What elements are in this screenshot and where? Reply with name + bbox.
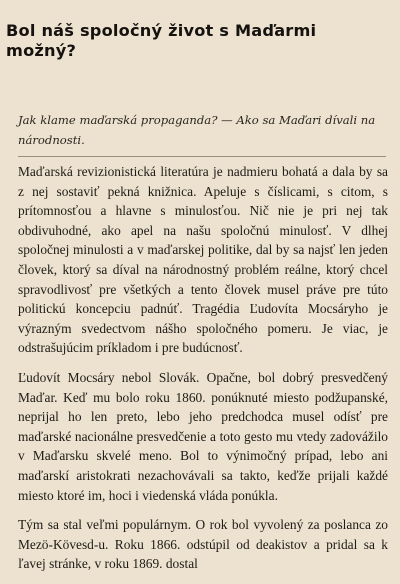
paragraph-3: Tým sa stal veľmi populárnym. O rok bol vyvolený za poslanca zo Mezö-Kövesd-u. Roku 1866. odstúpil od deakistov a pridal sa k ľavej stránke, v roku 1869. dostal	[18, 517, 388, 572]
paragraph-1: Maďarská revizionistická literatúra je nadmieru bohatá a dala by sa z nej sostaviť pekná knižnica. Apeluje s číslicami, s citom, s prítomnosťou a hlavne s minulosťou. Nič nie je pri nej tak obdivuhodné, ako apel na našu spoločnú minulosť. V dlhej spoločnej minulosti a v maďarskej politike, dal by sa najsť len jeden človek, ktorý sa díval na národnostný problém reálne, ktorý chcel spravodlivosť pre všetkých a tento človek musel práve pre túto politickú koncepciu padnúť. Tragédia Ľudovíta Mocsáryho je výrazným svedectvom nášho spoločného pomeru. Je viac, je odstrašujúcim príkladom i pre budúcnosť.	[18, 164, 388, 356]
article-title: Bol náš spoločný život s Maďarmi možný?	[6, 21, 317, 60]
paragraph-2: Ľudovít Mocsáry nebol Slovák. Opačne, bol dobrý presvedčený Maďar. Keď mu bolo roku 1860. ponúknuté miesto podžupanské, neprijal ho len preto, lebo jeho predchodca musel odísť pre maďarské nacionálne presvedčenie a toto gesto mu vtedy zadovážilo v Maďarsku skvelé meno. Bol to výnimočný prípad, lebo ani maďarskí aristokrati nezachovávali sa takto, keďže prijali každé miesto ktoré im, hoci i viedenská vláda ponúkla.	[18, 369, 388, 503]
article-subtitle: Jak klame maďarská propaganda? — Ako sa Maďari dívali na národnosti.	[18, 113, 376, 147]
article-body	[18, 162, 388, 584]
section-divider	[18, 156, 386, 157]
